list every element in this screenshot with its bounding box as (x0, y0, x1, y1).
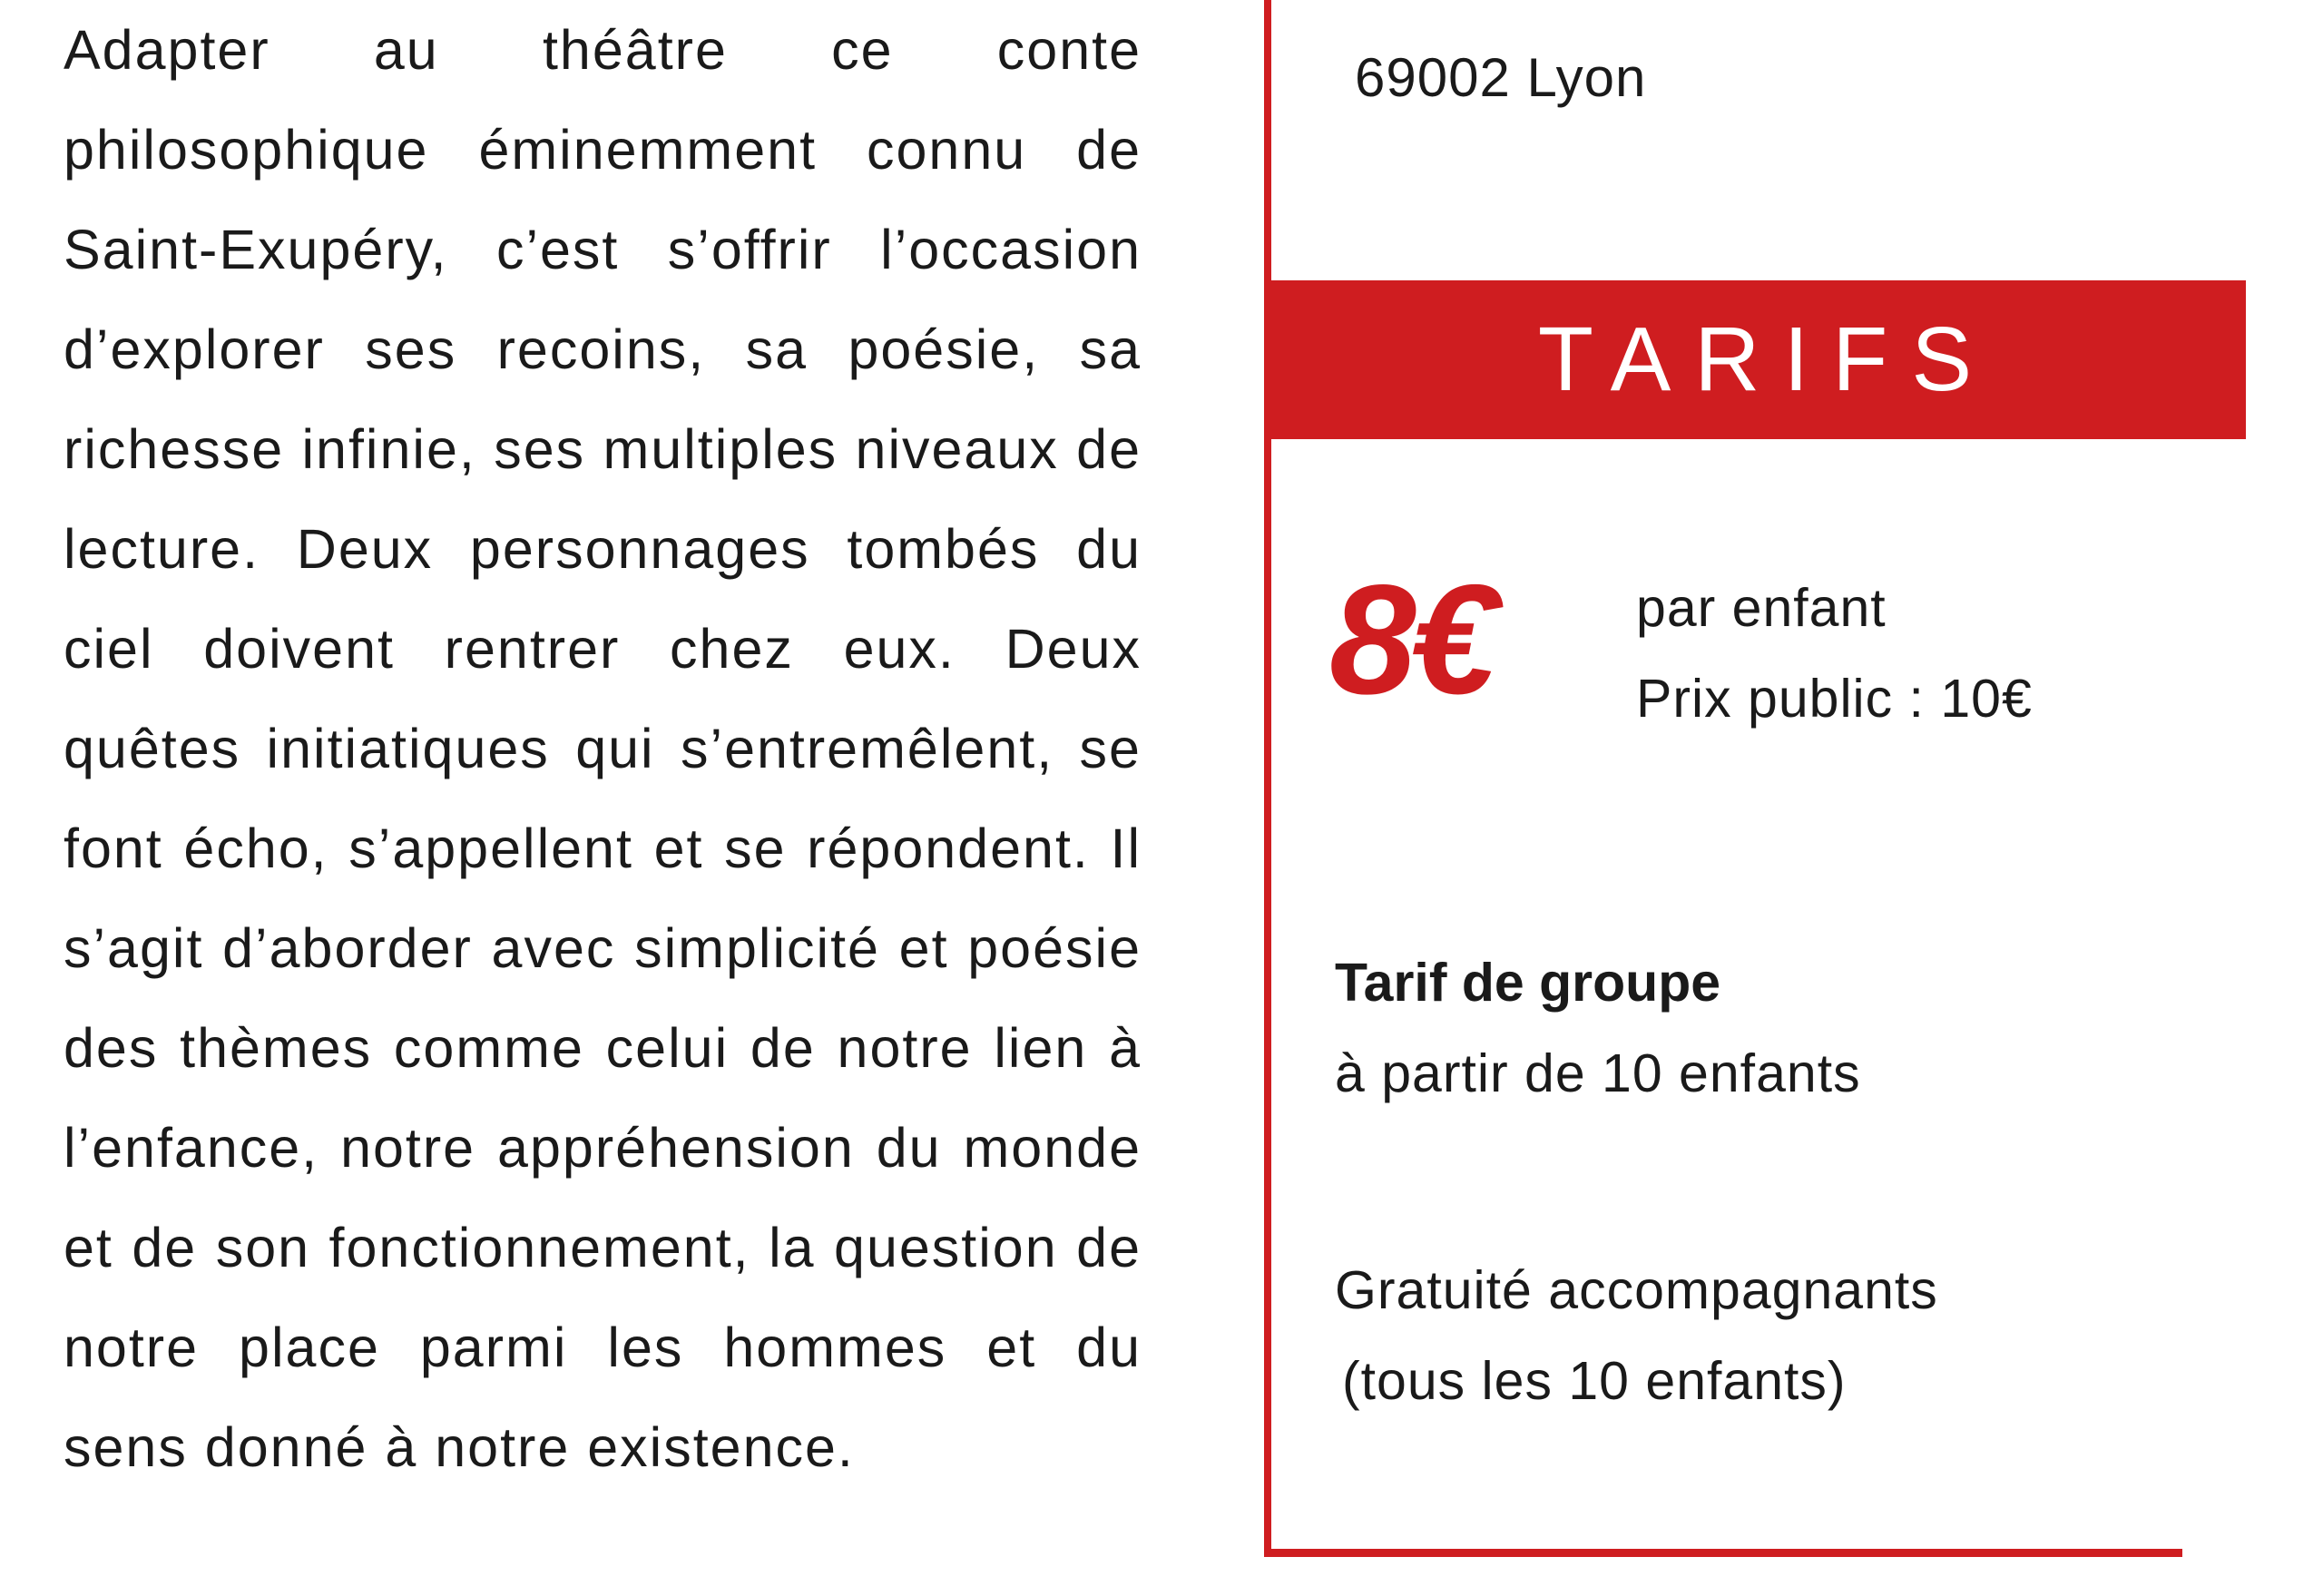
info-panel (1264, 0, 2244, 1557)
description-paragraph: Adapter au théâtre ce conte philosophique éminemment connu de Saint-Exupéry, c’est s’offrir l’occasion d’explorer ses recoins, sa poésie, sa richesse infinie, ses multiples niveaux de lecture. Deux personnages tombés du ciel doivent rentrer chez eux. Deux quêtes initiatiques qui s’entremêlent, se font écho, s’appellent et se répondent. Il s’agit d’aborder avec simplicité et poésie des thèmes comme celui de notre lien à l’enfance, notre appréhension du monde et de son fonctionnement, la question de notre place parmi les hommes et du sens donné à notre existence. (64, 19, 1142, 1478)
group-rate-detail: à partir de 10 enfants (1335, 1043, 1861, 1103)
address-city-line: 69002 Lyon (1355, 47, 1647, 108)
companion-free-condition: (tous les 10 enfants) (1342, 1351, 1847, 1411)
child-price: 8€ (1329, 553, 1493, 727)
panel-left-rule (1264, 0, 1271, 1557)
companion-free-line: Gratuité accompagnants (1335, 1260, 1938, 1320)
panel-bottom-rule (1264, 1549, 2182, 1557)
price-detail (1636, 563, 2033, 744)
group-rate-heading: Tarif de groupe (1335, 953, 1721, 1013)
public-price-label: Prix public : 10€ (1636, 669, 2033, 729)
group-rate-block (1335, 937, 1861, 1119)
tarifs-title: TARIFS (1537, 308, 1996, 410)
tarifs-banner (1264, 280, 2246, 439)
companion-free-block (1335, 1245, 1938, 1426)
price-unit-label: par enfant (1636, 578, 1887, 638)
